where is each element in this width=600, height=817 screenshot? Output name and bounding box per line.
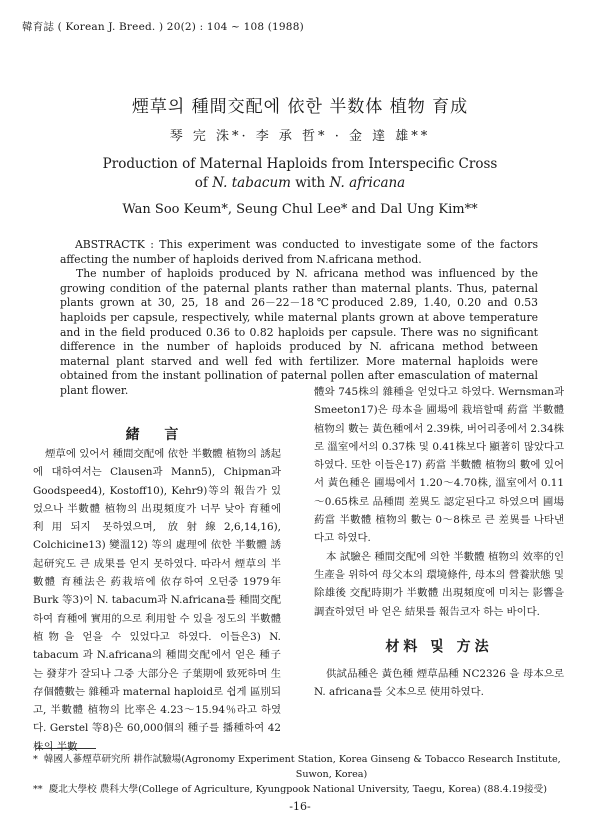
abstract-paragraph-1: ABSTRACTK : This experiment was conducted to investigate some of the factors affecting the number of haploids derived from N.africana method. [60,238,538,266]
title-en-mid: with [290,175,330,191]
footnote-1-cont: Suwon, Korea) [295,769,368,780]
footnote-1-text: 韓國人蔘煙草研究所 耕作試驗場(Agronomy Experiment Station, Korea Ginseng & Tobacco Research Institute, [43,754,561,765]
species-tabacum: N. tabacum [212,175,291,191]
footnotes [33,752,573,797]
authors-english: Wan Soo Keum*, Seung Chul Lee* and Dal Ung Kim** [122,202,478,217]
footnote-2-text: 慶北大學校 農科大學(College of Agriculture, Kyungpook National University, Taegu, Korea) (88.4.19接受) [48,784,547,795]
materials-paragraph: 供試品種은 黃色種 煙草品種 NC2326 을 母本으로 N. africana를 父本으로 使用하였다. [314,667,564,699]
objective-paragraph: 本 試驗은 種間交配에 의한 半數體 植物의 效率的인 生產을 위하여 母父本의 環境條件, 母本의 營養狀態 및 除雄後 交配時期가 半數體 出現頻度에 미치는 影響을 調査하였던 바 얻은 結果를 報告코자 하는 바이다. [314,550,564,618]
section-heading-introduction: 緒 言 [125,427,189,443]
introduction-paragraph: 煙草에 있어서 種間交配에 依한 半數體 植物의 誘起에 대하여서는 Clausen과 Mann5), Chipman과 Goodspeed4), Kostoff10), Kehr9)等의 報告가 있었으나 半數體 植物의 出現頻度가 너무 낮아 育種에 利用되지 못하였으며, 放射線2,6,14,16), Colchicine13) 變溫12) 等의 處理에 依한 半數體 誘起研究도 큰 成果를 얻지 못하였다. 따라서 煙草의 半數體 育種法은 葯栽培에 依存하여 오던중 1979年 Burk 等3)이 N. tabacum과 N.africana를 種間交配하여 育種에 實用的으로 利用할 수 있을 정도의 半數體 植物을 얻을 수 있었다고 하였다. 이들은3) N. tabacum 과 N.africana의 種間交配에서 얻은 種子는 發芽가 잘되나 그중 大部分은 子葉期에 致死하며 生存個體數는 雜種과 maternal haploid로 쉽게 區別되고, 半數體 植物의 比率은 4.23～15.94％라고 하였다. Gerstel 等8)은 60,000個의 種子를 播種하여 42株의 半數 [33,448,281,753]
footnote-1-mark: * [33,754,38,765]
footnote-2 [33,782,573,797]
title-english [0,155,600,193]
footnote-divider [36,748,96,749]
title-english-line2 [0,174,600,193]
introduction-continued: 體와 745株의 雜種을 얻었다고 하였다. Wernsman과 Smeeton17)은 母本을 圃場에 栽培할때 葯當 半數體 植物의 數는 黃色種에서 2.39株, 버어리종에서 2.34株로 溫室에서의 0.37株 및 0.41株보다 顯著히 많았다고 하였다. 또한 이들은17) 葯當 半數體 植物의 數에 있어서 黃色種은 圃場에서 1.20～4.70株, 溫室에서 0.11～0.65株로 品種間 差異도 認定된다고 하였으며 圃場 葯當 半數體 植物의 數는 0～8株로 큰 差異를 나타낸다고 하였다. [314,386,564,545]
section-heading-materials: 材料 및 方法 [385,638,493,655]
species-africana: N. africana [329,175,406,191]
page-number: -16- [289,800,311,813]
abstract-paragraph-2: The number of haploids produced by N. africana method was influenced by the growing condition of the paternal plants rather than maternal plants. Thus, paternal plants grown at 30, 25, 18 and 26－22－18℃produced 2.89, 1.40, 0.20 and 0.53 haploids per capsule, respectively, while maternal plants grown at above temperature and in the field produced 0.36 to 0.82 haploids per capsule. There was no significant difference in the number of haploids produced by N. africana method between maternal plant starved and well fed with fertilizer. More maternal haploids were obtained from the instant pollination of paternal pollen after emasculation of maternal plant flower. [60,267,538,397]
title-korean: 煙草의 種間交配에 依한 半数体 植物 育成 [131,97,469,117]
journal-header: 韓育誌 ( Korean J. Breed. ) 20(2) : 104 ~ 108 (1988) [22,21,304,33]
authors-korean: 琴 完 洙*· 李 承 哲* · 金 達 雄** [169,129,431,144]
title-en-pre: of [194,175,213,191]
right-column [314,383,564,701]
abstract [60,238,538,399]
footnote-1 [33,752,573,767]
title-english-line1: Production of Maternal Haploids from Interspecific Cross [102,156,498,172]
left-column [33,425,281,756]
footnote-2-mark: ** [33,784,43,795]
